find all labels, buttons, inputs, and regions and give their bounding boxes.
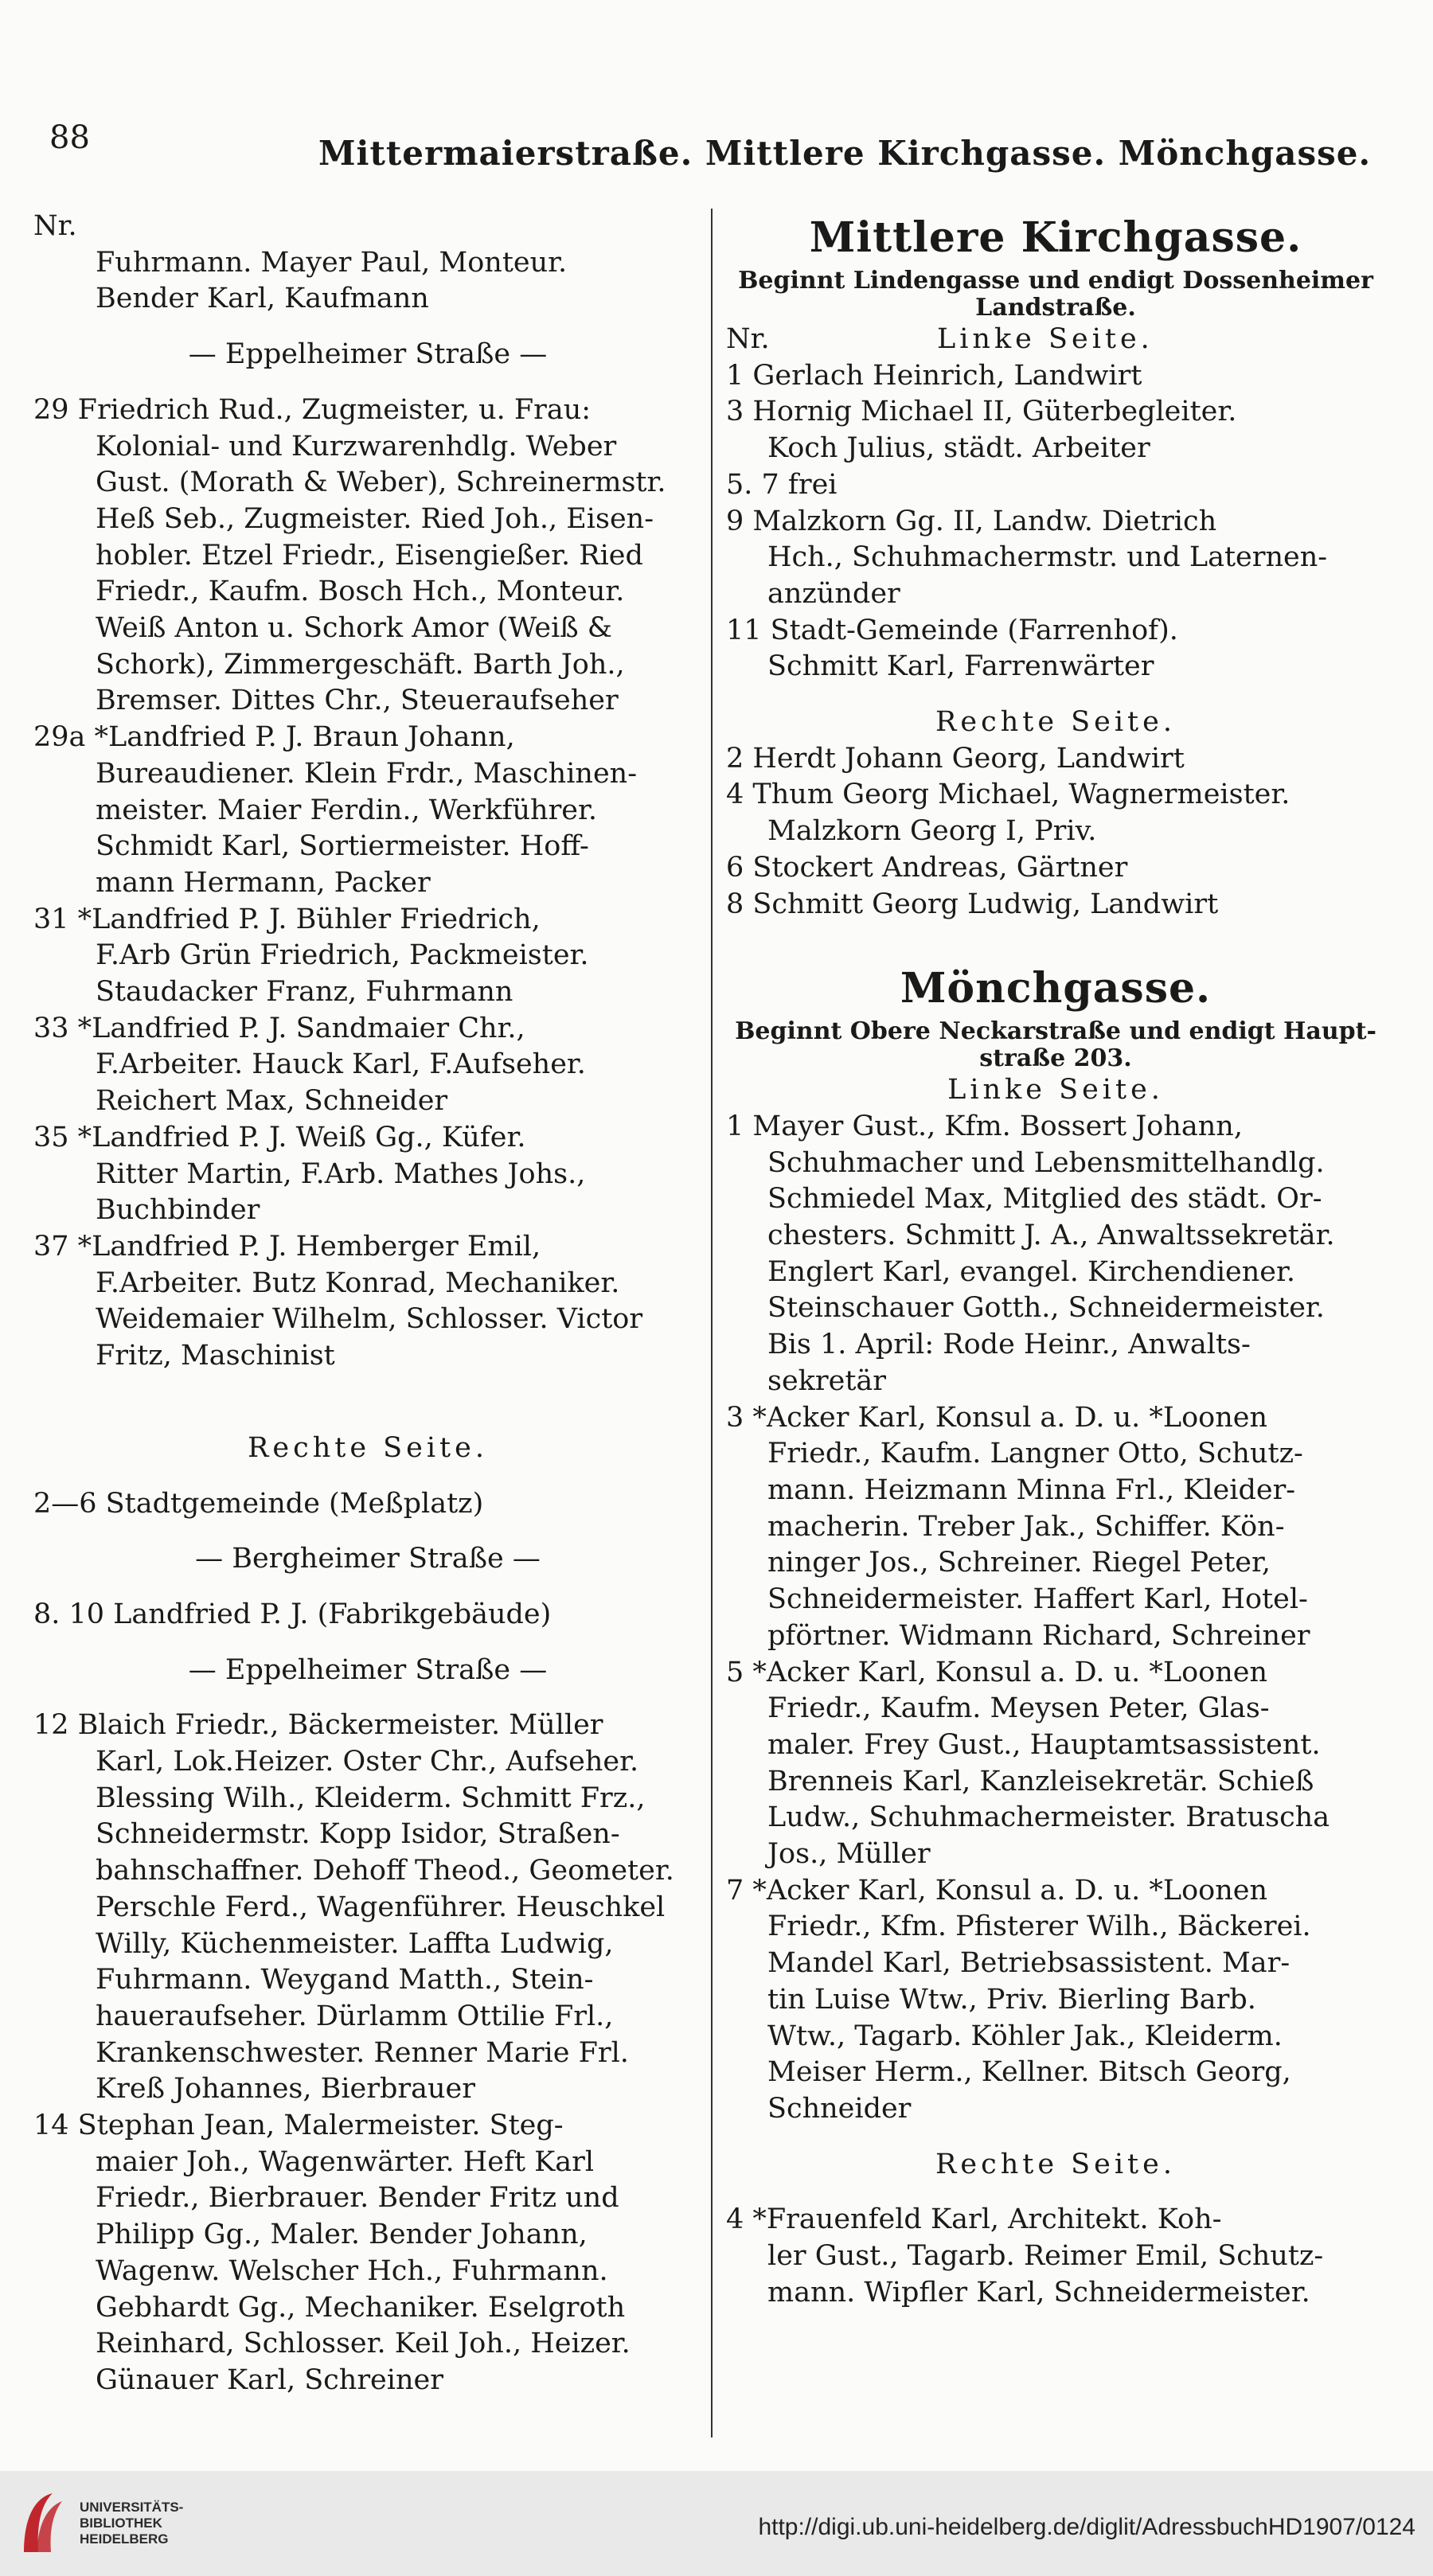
entry-line: Schuhmacher und Lebensmittelhandlg.	[767, 1146, 1325, 1179]
entry-line: Mandel Karl, Betriebsassistent. Mar-	[767, 1947, 1290, 1980]
left-column	[33, 209, 702, 2399]
nr-label	[726, 322, 1385, 358]
entry-line: Malzkorn Georg I, Priv.	[767, 815, 1097, 848]
entry-line: Günauer Karl, Schreiner	[96, 2363, 443, 2396]
entry-line: haueraufseher. Dürlamm Ottilie Frl.,	[96, 2000, 614, 2032]
entry-line: Bremser. Dittes Chr., Steueraufseher	[96, 685, 619, 717]
entry-line: Philipp Gg., Maler. Bender Johann,	[96, 2219, 588, 2251]
street-title: Mittlere Kirchgasse.	[809, 213, 1302, 262]
entry-line: 35 *Landfried P. J. Weiß Gg., Küfer.	[33, 1121, 526, 1153]
cross-street: — Bergheimer Straße —	[195, 1543, 541, 1575]
entry-line: Schmitt Karl, Farrenwärter	[767, 650, 1154, 683]
right-column	[726, 209, 1385, 2311]
side-heading: Rechte Seite.	[935, 2148, 1176, 2180]
entry-line: 1 Mayer Gust., Kfm. Bossert Johann,	[726, 1110, 1243, 1142]
entry-line: Schneidermstr. Kopp Isidor, Straßen-	[96, 1818, 620, 1851]
entry-line: 5 *Acker Karl, Konsul a. D. u. *Loonen	[726, 1656, 1268, 1688]
street-description: Landstraße.	[975, 294, 1136, 322]
entry-line: 8. 10 Landfried P. J. (Fabrikgebäude)	[33, 1598, 552, 1630]
cross-street: — Eppelheimer Straße —	[188, 338, 548, 371]
entry-line: chesters. Schmitt J. A., Anwaltssekretär.	[767, 1220, 1335, 1252]
entry-line: anzünder	[767, 577, 900, 610]
entry-line: mann Hermann, Packer	[96, 866, 431, 899]
page-number: 88	[49, 119, 90, 156]
entry-line: 31 *Landfried P. J. Bühler Friedrich,	[33, 903, 541, 935]
entry-line: Reinhard, Schlosser. Keil Joh., Heizer.	[96, 2328, 631, 2360]
entry-line: Fritz, Maschinist	[96, 1340, 335, 1372]
entry-line: Brenneis Karl, Kanzleisekretär. Schieß	[767, 1765, 1314, 1797]
entry-line: maier Joh., Wagenwärter. Heft Karl	[96, 2145, 595, 2178]
entry-line: Wagenw. Welscher Hch., Fuhrmann.	[96, 2254, 608, 2287]
entry-line: 12 Blaich Friedr., Bäckermeister. Müller	[33, 1709, 603, 1742]
entry-line: ler Gust., Tagarb. Reimer Emil, Schutz-	[767, 2240, 1324, 2273]
entry-line: Friedr., Kfm. Pfisterer Wilh., Bäckerei.	[767, 1911, 1311, 1943]
permalink-url[interactable]: http://digi.ub.uni-heidelberg.de/diglit/AdressbuchHD1907/0124	[758, 2514, 1415, 2540]
entry-line: 29 Friedrich Rud., Zugmeister, u. Frau:	[33, 393, 592, 426]
entry-line: Wtw., Tagarb. Köhler Jak., Kleiderm.	[767, 2020, 1283, 2052]
entry-line: Fuhrmann. Mayer Paul, Monteur.	[96, 246, 568, 279]
entry-line: Ritter Martin, F.Arb. Mathes Johs.,	[96, 1157, 586, 1190]
entry-line: Kreß Johannes, Bierbrauer	[96, 2073, 475, 2106]
nr-label-text: Nr.	[726, 323, 770, 355]
entry-line: mann. Wipfler Karl, Schneidermeister.	[767, 2276, 1310, 2309]
entry-line: Karl, Lok.Heizer. Oster Chr., Aufseher.	[96, 1746, 639, 1778]
entry-line: Friedr., Kaufm. Langner Otto, Schutz-	[767, 1438, 1303, 1470]
entry-line: Gebhardt Gg., Mechaniker. Eselgroth	[96, 2291, 626, 2324]
entry-line: Bis 1. April: Rode Heinr., Anwalts-	[767, 1329, 1251, 1361]
entry-line: Reichert Max, Schneider	[96, 1085, 448, 1118]
entry-line: Koch Julius, städt. Arbeiter	[767, 432, 1150, 465]
entry-line: 33 *Landfried P. J. Sandmaier Chr.,	[33, 1012, 525, 1044]
street-description: Beginnt Obere Neckarstraße und endigt Haupt-	[735, 1017, 1376, 1046]
entry-line: Gust. (Morath & Weber), Schreinermstr.	[96, 466, 666, 499]
entry-line: Englert Karl, evangel. Kirchendiener.	[767, 1255, 1296, 1288]
entry-line: 1 Gerlach Heinrich, Landwirt	[726, 359, 1142, 392]
entry-line: Nr.	[33, 210, 77, 242]
entry-line: 2—6 Stadtgemeinde (Meßplatz)	[33, 1487, 484, 1520]
column-divider	[711, 209, 713, 2437]
entry-line: ninger Jos., Schreiner. Riegel Peter,	[767, 1547, 1271, 1579]
entry-line: 14 Stephan Jean, Malermeister. Steg-	[33, 2110, 564, 2142]
entry-line: mann. Heizmann Minna Frl., Kleider-	[767, 1473, 1296, 1506]
entry-line: Fuhrmann. Weygand Matth., Stein-	[96, 1964, 594, 1996]
entry-line: Willy, Küchenmeister. Laffta Ludwig,	[96, 1927, 614, 1960]
entry-line: Meiser Herm., Kellner. Bitsch Georg,	[767, 2056, 1291, 2089]
entry-line: 2 Herdt Johann Georg, Landwirt	[726, 742, 1185, 775]
entry-line: F.Arbeiter. Hauck Karl, F.Aufseher.	[96, 1048, 586, 1081]
cross-street: — Eppelheimer Straße —	[188, 1653, 548, 1686]
entry-line: Blessing Wilh., Kleiderm. Schmitt Frz.,	[96, 1782, 646, 1814]
entry-line: tin Luise Wtw., Priv. Bierling Barb.	[767, 1983, 1256, 2016]
side-heading: Rechte Seite.	[935, 706, 1176, 739]
entry-line: pförtner. Widmann Richard, Schreiner	[767, 1619, 1310, 1652]
entry-line: Hch., Schuhmachermstr. und Laternen-	[767, 541, 1328, 574]
entry-line: 8 Schmitt Georg Ludwig, Landwirt	[726, 888, 1219, 920]
entry-line: Buchbinder	[96, 1194, 260, 1227]
entry-line: Jos., Müller	[767, 1838, 931, 1871]
side-heading: Linke Seite.	[947, 1074, 1164, 1107]
side-heading: Linke Seite.	[937, 323, 1154, 355]
entry-line: Kolonial- und Kurzwarenhdlg. Weber	[96, 430, 617, 463]
side-heading: Rechte Seite.	[248, 1431, 488, 1464]
entry-line: Schneider	[767, 2092, 912, 2125]
entry-line: Perschle Ferd., Wagenführer. Heuschkel	[96, 1891, 666, 1923]
entry-line: Schmiedel Max, Mitglied des städt. Or-	[767, 1183, 1322, 1216]
entry-line: Ludw., Schuhmachermeister. Bratuscha	[767, 1801, 1330, 1834]
entry-line: F.Arb Grün Friedrich, Packmeister.	[96, 939, 589, 972]
entry-line: Schmidt Karl, Sortiermeister. Hoff-	[96, 830, 589, 863]
entry-line: 3 *Acker Karl, Konsul a. D. u. *Loonen	[726, 1401, 1268, 1434]
viewer-footer	[0, 2471, 1433, 2576]
entry-line: hobler. Etzel Friedr., Eisengießer. Ried	[96, 539, 643, 572]
entry-line: 7 *Acker Karl, Konsul a. D. u. *Loonen	[726, 1874, 1268, 1907]
entry-line: 9 Malzkorn Gg. II, Landw. Dietrich	[726, 505, 1217, 537]
entry-line: Weidemaier Wilhelm, Schlosser. Victor	[96, 1303, 643, 1336]
university-library-logo-icon	[18, 2488, 65, 2557]
entry-line: sekretär	[767, 1364, 886, 1397]
entry-line: Krankenschwester. Renner Marie Frl.	[96, 2036, 629, 2069]
entry-line: 5. 7 frei	[726, 468, 838, 501]
entry-line: 3 Hornig Michael II, Güterbegleiter.	[726, 396, 1237, 428]
entry-line: Schneidermeister. Haffert Karl, Hotel-	[767, 1583, 1308, 1616]
entry-line: Friedr., Kaufm. Bosch Hch., Monteur.	[96, 576, 625, 608]
entry-line: 4 *Frauenfeld Karl, Architekt. Koh-	[726, 2203, 1222, 2236]
entry-line: Bender Karl, Kaufmann	[96, 283, 429, 315]
street-title: Mönchgasse.	[900, 964, 1212, 1013]
entry-line: Friedr., Bierbrauer. Bender Fritz und	[96, 2182, 619, 2215]
entry-line: Friedr., Kaufm. Meysen Peter, Glas-	[767, 1692, 1270, 1725]
entry-line: 4 Thum Georg Michael, Wagnermeister.	[726, 779, 1290, 811]
entry-line: macherin. Treber Jak., Schiffer. Kön-	[767, 1510, 1285, 1543]
street-description: straße 203.	[979, 1044, 1132, 1073]
entry-line: 6 Stockert Andreas, Gärtner	[726, 851, 1128, 884]
entry-line: 29a *Landfried P. J. Braun Johann,	[33, 721, 515, 754]
entry-line: bahnschaffner. Dehoff Theod., Geometer.	[96, 1855, 674, 1887]
entry-line: meister. Maier Ferdin., Werkführer.	[96, 794, 598, 826]
running-title: Mittermaierstraße. Mittlere Kirchgasse. Mönchgasse.	[318, 134, 1372, 173]
entry-line: Weiß Anton u. Schork Amor (Weiß &	[96, 612, 612, 645]
street-description: Beginnt Lindengasse und endigt Dossenheimer	[738, 267, 1373, 295]
entry-line: maler. Frey Gust., Hauptamtsassistent.	[767, 1728, 1321, 1761]
entry-line: Staudacker Franz, Fuhrmann	[96, 976, 513, 1009]
entry-line: Steinschauer Gotth., Schneidermeister.	[767, 1292, 1325, 1325]
entry-line: F.Arbeiter. Butz Konrad, Mechaniker.	[96, 1267, 620, 1299]
entry-line: Schork), Zimmergeschäft. Barth Joh.,	[96, 648, 625, 681]
entry-line: 37 *Landfried P. J. Hemberger Emil,	[33, 1230, 541, 1263]
entry-line: Bureaudiener. Klein Frdr., Maschinen-	[96, 757, 638, 790]
entry-line: Heß Seb., Zugmeister. Ried Joh., Eisen-	[96, 502, 654, 535]
entry-line: 11 Stadt-Gemeinde (Farrenhof).	[726, 614, 1178, 646]
library-name: UNIVERSITÄTS- BIBLIOTHEK HEIDELBERG	[80, 2500, 184, 2547]
